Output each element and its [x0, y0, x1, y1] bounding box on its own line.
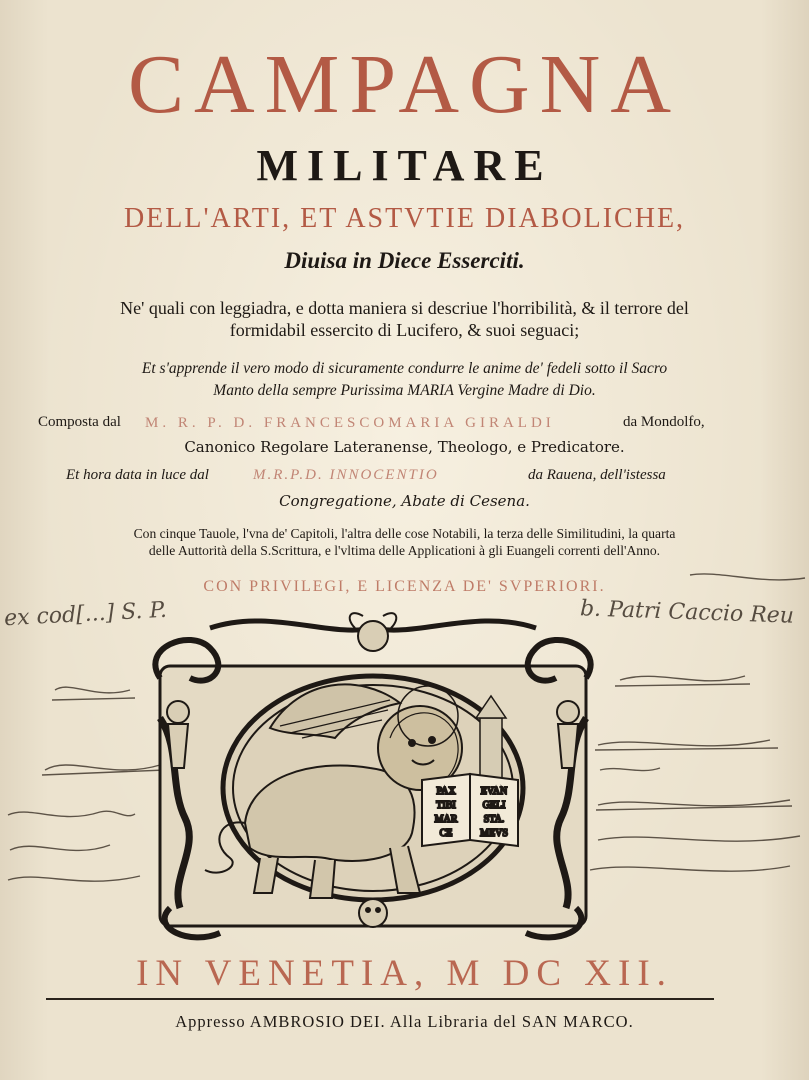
editor-abbot: Congregatione, Abate di Cesena.: [279, 492, 530, 510]
book-text-left-2: TIBI: [436, 800, 456, 811]
open-book: [422, 774, 518, 846]
title-line-esserciti: Diuisa in Diece Esserciti.: [284, 248, 525, 273]
book-text-left-4: CE: [439, 828, 453, 839]
book-text-right-1: EVAN: [480, 786, 508, 797]
mask-ornament-bottom: [359, 899, 387, 927]
book-text-right-2: GELI: [482, 800, 506, 811]
printer-device-lion-emblem: [150, 608, 596, 946]
privilegi-line: CON PRIVILEGI, E LICENZA DE' SVPERIORI.: [203, 578, 606, 595]
author-label: Composta dal: [38, 414, 121, 430]
manuscript-note-left: ex cod[...] S. P.: [3, 597, 168, 632]
italic-line-2: Manto della sempre Purissima MARIA Vergine Madre di Dio.: [213, 382, 596, 399]
editor-label: Et hora data in luce dal: [66, 467, 209, 483]
tables-line-2: delle Auttorità della S.Scrittura, e l'vltima delle Applicationi à gli Euangeli correnti dell'Anno.: [148, 543, 661, 558]
book-text-right-4: MEVS: [480, 828, 508, 839]
divider-rule: [46, 998, 714, 1000]
author-name: M. R. P. D. FRANCESCOMARIA GIRALDI: [145, 415, 555, 431]
author-title: Canonico Regolare Lateranense, Theologo, e Predicatore.: [184, 438, 625, 456]
description-line-2: formidabil essercito di Lucifero, & suoi seguaci;: [229, 320, 580, 340]
italic-line-1: Et s'apprende il vero modo di sicuramente condurre le anime de' fedeli sotto il Sacro: [141, 360, 668, 377]
editor-place: da Rauena, dell'istessa: [528, 467, 666, 483]
book-text-right-3: STA.: [483, 814, 505, 825]
description-line-1: Ne' quali con leggiadra, e dotta maniera si descriue l'horribilità, & il terrore del: [120, 298, 689, 318]
book-text-left-1: PAX: [436, 786, 456, 797]
editor-name: M.R.P.D. INNOCENTIO: [253, 467, 439, 483]
book-subtitle: MILITARE: [256, 141, 553, 190]
book-text-left-3: MAR: [434, 814, 458, 825]
author-place: da Mondolfo,: [623, 414, 705, 430]
imprint-line: IN VENETIA, M DC XII.: [136, 953, 673, 994]
manuscript-note-right: b. Patri Caccio Reu: [579, 596, 795, 629]
title-line-arti: DELL'ARTI, ET ASTVTIE DIABOLICHE,: [123, 203, 686, 234]
printer-line: Appresso AMBROSIO DEI. Alla Libraria del SAN MARCO.: [175, 1012, 634, 1031]
book-title: CAMPAGNA: [127, 38, 682, 131]
tables-line-1: Con cinque Tauole, l'vna de' Capitoli, l'altra delle cose Notabili, la terza delle Similitudini, la quarta: [133, 526, 676, 541]
